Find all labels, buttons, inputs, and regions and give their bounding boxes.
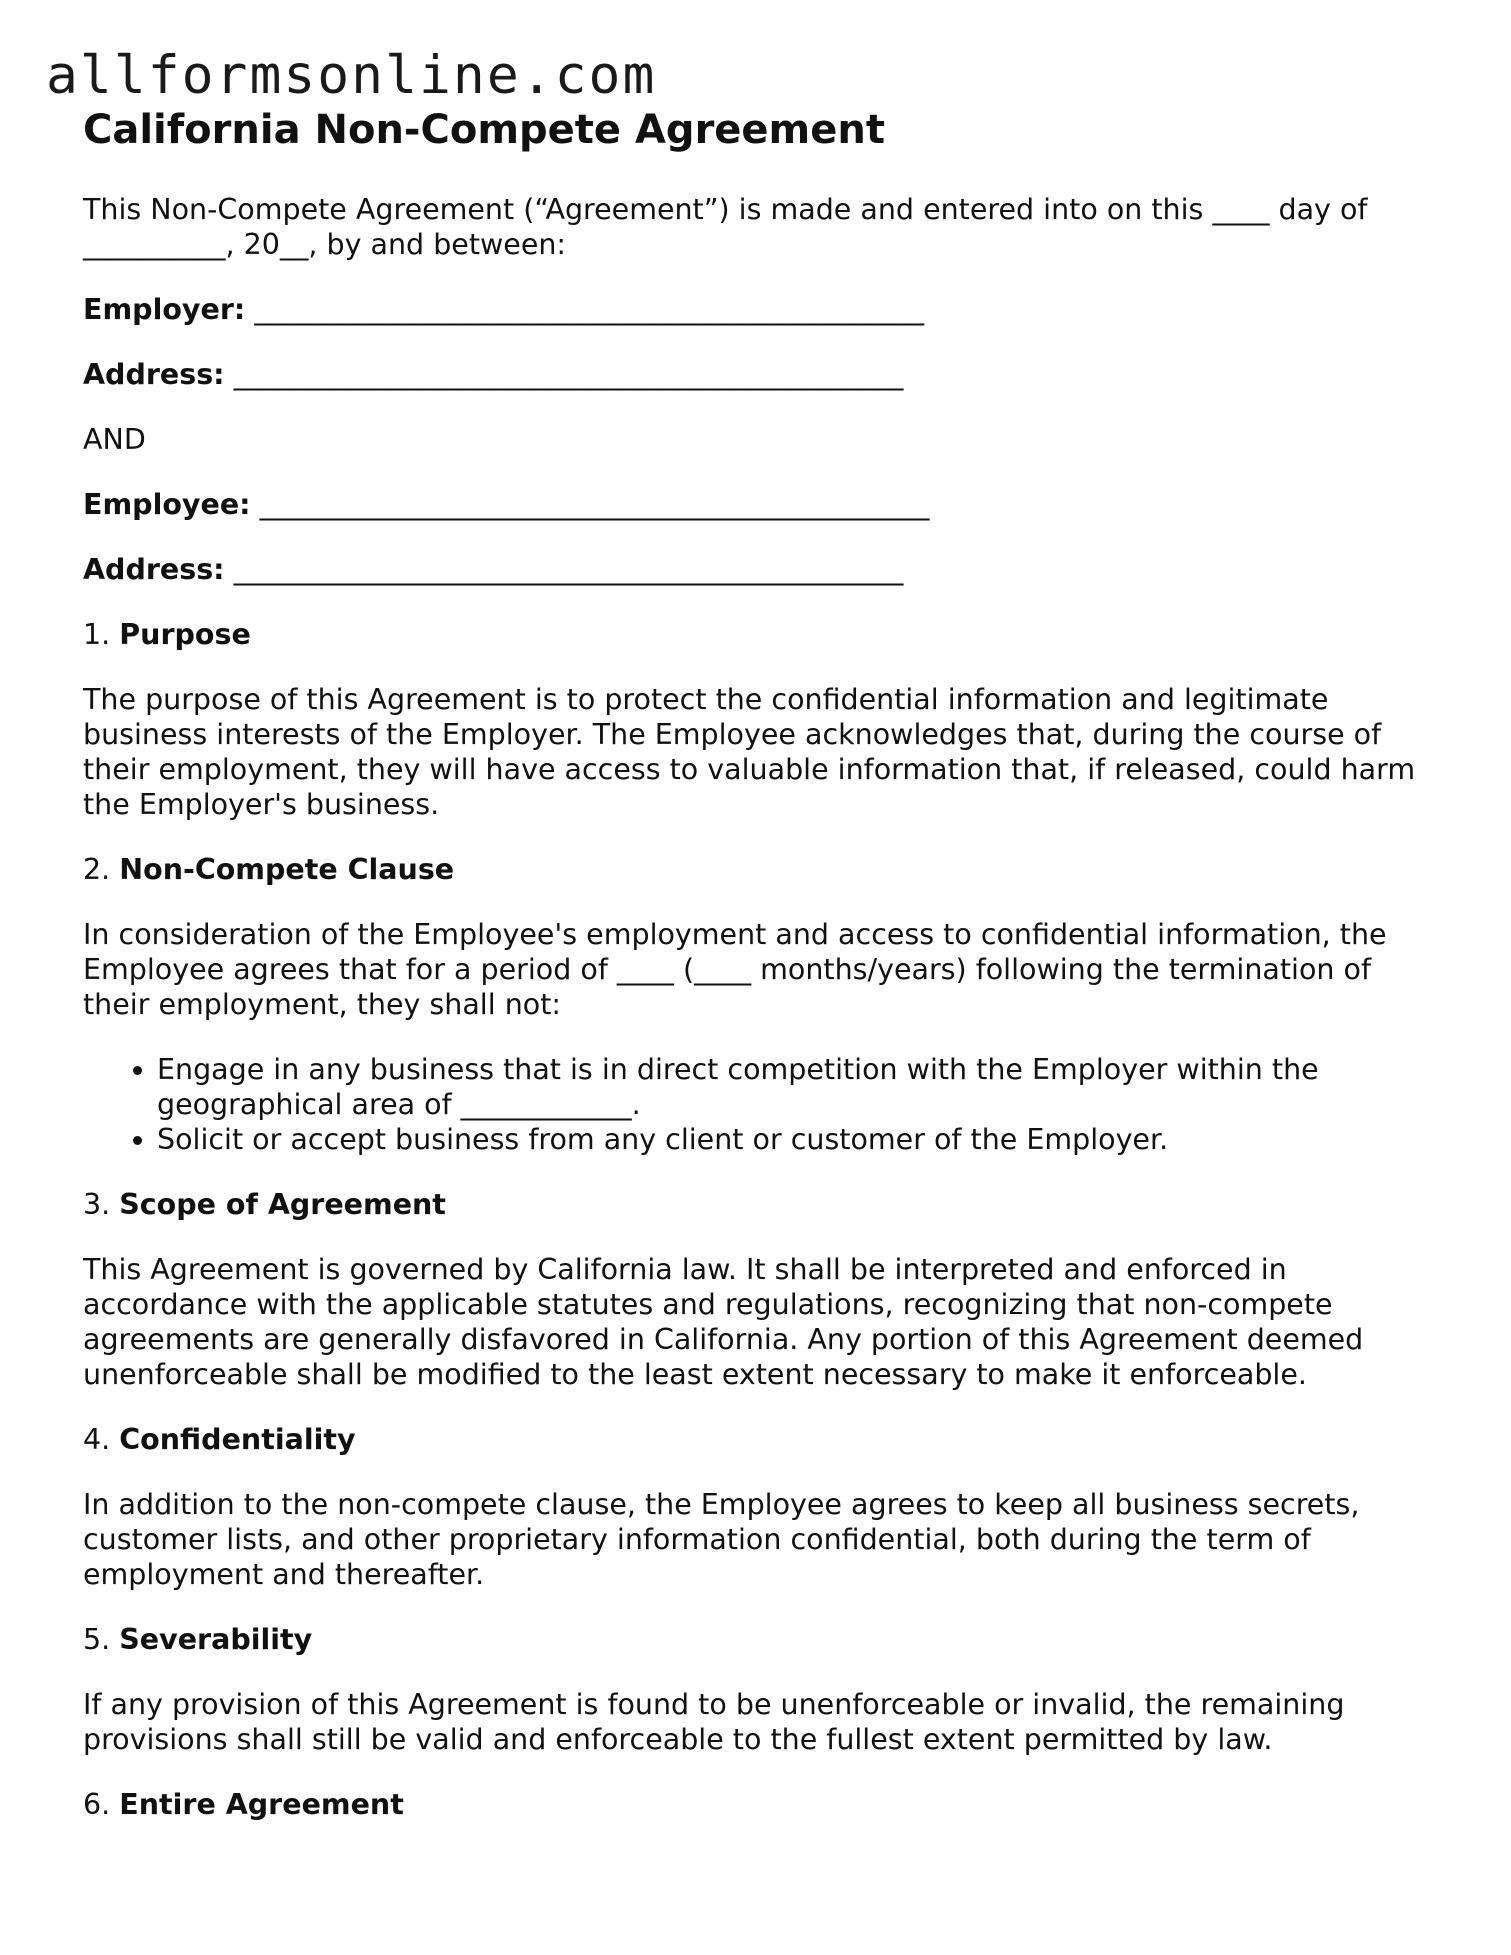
section-heading-scope — [83, 1187, 1443, 1222]
site-watermark: allformsonline.com — [46, 45, 657, 106]
employee-line — [83, 487, 1443, 522]
section-heading-severability — [83, 1622, 1443, 1657]
section-text-severability: If any provision of this Agreement is found to be unenforceable or invalid, the remaining provisions shall still be valid and enforceable to the fullest extent permitted by law. — [83, 1688, 1345, 1756]
section-number: 3. — [83, 1188, 111, 1221]
section-text-non-compete: In consideration of the Employee's employment and access to confidential information, the Employee agrees that for a period of ____ (____ months/years) following the termination of their employment, they shall not: — [83, 918, 1387, 1021]
section-text-scope: This Agreement is governed by California law. It shall be interpreted and enforced in accordance with the applicable statutes and regulations, recognizing that non-compete agreements are generally disfavored in California. Any portion of this Agreement deemed unenforceable shall be modified to the least extent necessary to make it enforceable. — [83, 1253, 1364, 1391]
section-title: Severability — [119, 1623, 313, 1656]
section-number: 4. — [83, 1423, 111, 1456]
employee-address-line — [83, 552, 1443, 587]
section-heading-confidentiality — [83, 1422, 1443, 1457]
section-number: 6. — [83, 1788, 111, 1821]
intro-paragraph: This Non-Compete Agreement (“Agreement”) is made and entered into on this ____ day of __________, 20__, by and between: — [83, 193, 1368, 261]
employer-blank: _______________________________________________ — [254, 293, 925, 326]
employer-address-blank: _______________________________________________ — [233, 358, 904, 391]
employee-label: Employee: — [83, 488, 251, 521]
employer-address-label: Address: — [83, 358, 225, 391]
employee-address-blank: _______________________________________________ — [233, 553, 904, 586]
employee-address-label: Address: — [83, 553, 225, 586]
document-title: California Non-Compete Agreement — [83, 107, 885, 153]
section-title: Entire Agreement — [119, 1788, 404, 1821]
list-item: • Engage in any business that is in direct competition with the Employer within the geographical area of ____________. — [157, 1052, 1443, 1122]
employer-address-line — [83, 357, 1443, 392]
document-body — [83, 106, 1443, 1822]
employee-blank: _______________________________________________ — [259, 488, 930, 521]
section-heading-purpose — [83, 617, 1443, 652]
list-item: • Solicit or accept business from any client or customer of the Employer. — [157, 1122, 1443, 1157]
section-number: 2. — [83, 853, 111, 886]
section-title: Confidentiality — [119, 1423, 356, 1456]
section-title: Scope of Agreement — [119, 1188, 446, 1221]
section-number: 5. — [83, 1623, 111, 1656]
employer-line — [83, 292, 1443, 327]
restrictions-list — [83, 1052, 1443, 1157]
employer-label: Employer: — [83, 293, 246, 326]
section-text-purpose: The purpose of this Agreement is to protect the confidential information and legitimate business interests of the Employer. The Employee acknowledges that, during the course of their employment, they will have access to valuable information that, if released, could harm the Employer's business. — [83, 683, 1416, 821]
and-separator: AND — [83, 423, 146, 456]
section-heading-non-compete — [83, 852, 1443, 887]
section-title: Purpose — [119, 618, 251, 651]
section-title: Non-Compete Clause — [119, 853, 455, 886]
section-text-confidentiality: In addition to the non-compete clause, the Employee agrees to keep all business secrets, customer lists, and other proprietary information confidential, both during the term of employment and thereafter. — [83, 1488, 1360, 1591]
section-number: 1. — [83, 618, 111, 651]
section-heading-entire-agreement — [83, 1787, 1443, 1822]
